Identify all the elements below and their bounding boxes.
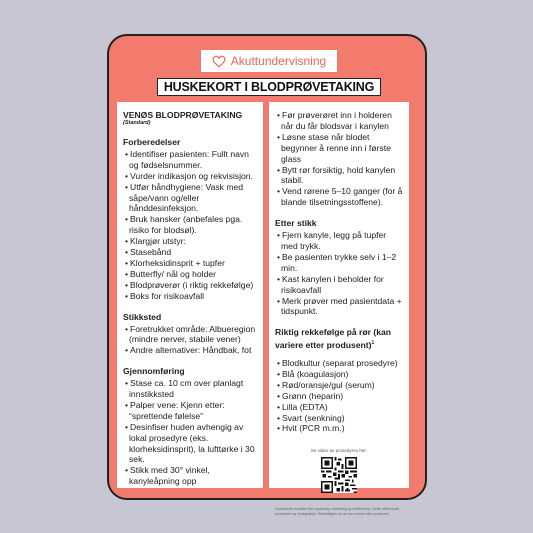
site-list xyxy=(123,324,257,357)
list-item: • Svart (senkning) xyxy=(275,413,403,424)
list-item: • Utfør håndhygiene: Vask med såpe/vann og/eller hånddesinfeksjon. xyxy=(123,182,257,215)
brand-name: Akuttundervisning xyxy=(230,54,327,68)
list-item: • Stase ca. 10 cm over planlagt innstikksted xyxy=(123,378,257,400)
list-item: • Rød/oransje/gul (serum) xyxy=(275,380,403,391)
list-item: • Fjern kanyle, legg på tupfer med trykk. xyxy=(275,230,403,252)
list-item: • Hvit (PCR m.m.) xyxy=(275,423,403,434)
list-item: • Foretrukket område: Albueregion (mindre nerver, stabile vener) xyxy=(123,324,257,346)
list-item: • Boks for risikoavfall xyxy=(123,291,257,302)
section-title-after: Etter stikk xyxy=(275,218,317,229)
footnote-marker: 1 xyxy=(371,340,375,347)
main-heading: VENØS BLODPRØVETAKING xyxy=(123,110,243,120)
list-item: • Løsne stase når blodet begynner å renne inn i første glass xyxy=(275,132,403,165)
main-subheading: (Standard) xyxy=(123,120,151,126)
list-item: • Vend rørene 5–10 ganger (for å blande tilsetningsstoffene). xyxy=(275,186,403,208)
qr-code-icon[interactable] xyxy=(321,457,357,493)
procedure-list xyxy=(123,378,257,487)
list-item: • Identifiser pasienten: Fullt navn og fødselsnummer. xyxy=(123,149,257,171)
section-title-site: Stikksted xyxy=(123,311,162,322)
tube-order-list xyxy=(275,358,403,434)
list-item: • Kast kanylen i beholder for risikoavfall xyxy=(275,274,403,296)
list-item: • Be pasienten trykke selv i 1–2 min. xyxy=(275,252,403,274)
list-item: • Før prøverøret inn i holderen når du får blodsvar i kanylen xyxy=(275,110,403,132)
list-item: • Grønn (heparin) xyxy=(275,391,403,402)
heart-icon xyxy=(212,55,226,68)
disclaimer-footnote: Huskekortet erstatter ikke opplæring, veiledning og sertifisering. Vurder alltid lokale prosedyrer og retningslinjer. Rekkefølgen for rør kan variere etter produsent. xyxy=(275,507,400,516)
list-item: • Klargjør utstyr: xyxy=(123,236,257,247)
list-item: • Merk prøver med pasientdata + tidspunkt. xyxy=(275,296,403,318)
list-item: • Lilla (EDTA) xyxy=(275,402,403,413)
preparation-list xyxy=(123,149,257,302)
list-item: • Andre alternativer: Håndbak, fot xyxy=(123,345,257,356)
list-item: • Blå (koagulasjon) xyxy=(275,369,403,380)
card-title: HUSKEKORT I BLODPRØVETAKING xyxy=(157,78,381,96)
left-column xyxy=(117,102,263,488)
section-title-preparation: Forberedelser xyxy=(123,137,181,147)
after-list xyxy=(275,230,403,317)
qr-caption: Se video av prosedyren her: xyxy=(310,448,368,454)
list-item: • Butterfly/ nål og holder xyxy=(123,269,257,280)
list-item: • Blodkultur (separat prosedyre) xyxy=(275,358,403,369)
list-item: • Blodprøverør (i riktig rekkefølge) xyxy=(123,280,257,291)
list-item: • Stikk med 30° vinkel, kanyleåpning opp xyxy=(123,465,257,487)
list-item: • Desinfiser huden avhengig av lokal prosedyre (eks. klorheksidinsprit), la lufttørke i 30 sek. xyxy=(123,422,257,466)
section-title-tube-order xyxy=(275,327,403,351)
right-column xyxy=(269,102,409,516)
brand-logo xyxy=(201,50,337,72)
list-item: • Palper vene: Kjenn etter: “sprettende følelse” xyxy=(123,400,257,422)
list-item: • Vurder indikasjon og rekvisisjon. xyxy=(123,171,257,182)
list-item: • Klorheksidinsprit + tupfer xyxy=(123,258,257,269)
section-title-procedure: Gjennomføring xyxy=(123,366,185,377)
reference-card xyxy=(107,34,427,516)
list-item: • Stasebånd xyxy=(123,247,257,258)
list-item: • Bytt rør forsiktig, hold kanylen stabil. xyxy=(275,165,403,187)
tube-order-title: Riktig rekkefølge på rør (kan variere etter produsent) xyxy=(275,327,392,351)
list-item: • Bruk hansker (anbefales pga. risiko for blodsøl). xyxy=(123,214,257,236)
procedure-continued-list xyxy=(275,110,403,208)
